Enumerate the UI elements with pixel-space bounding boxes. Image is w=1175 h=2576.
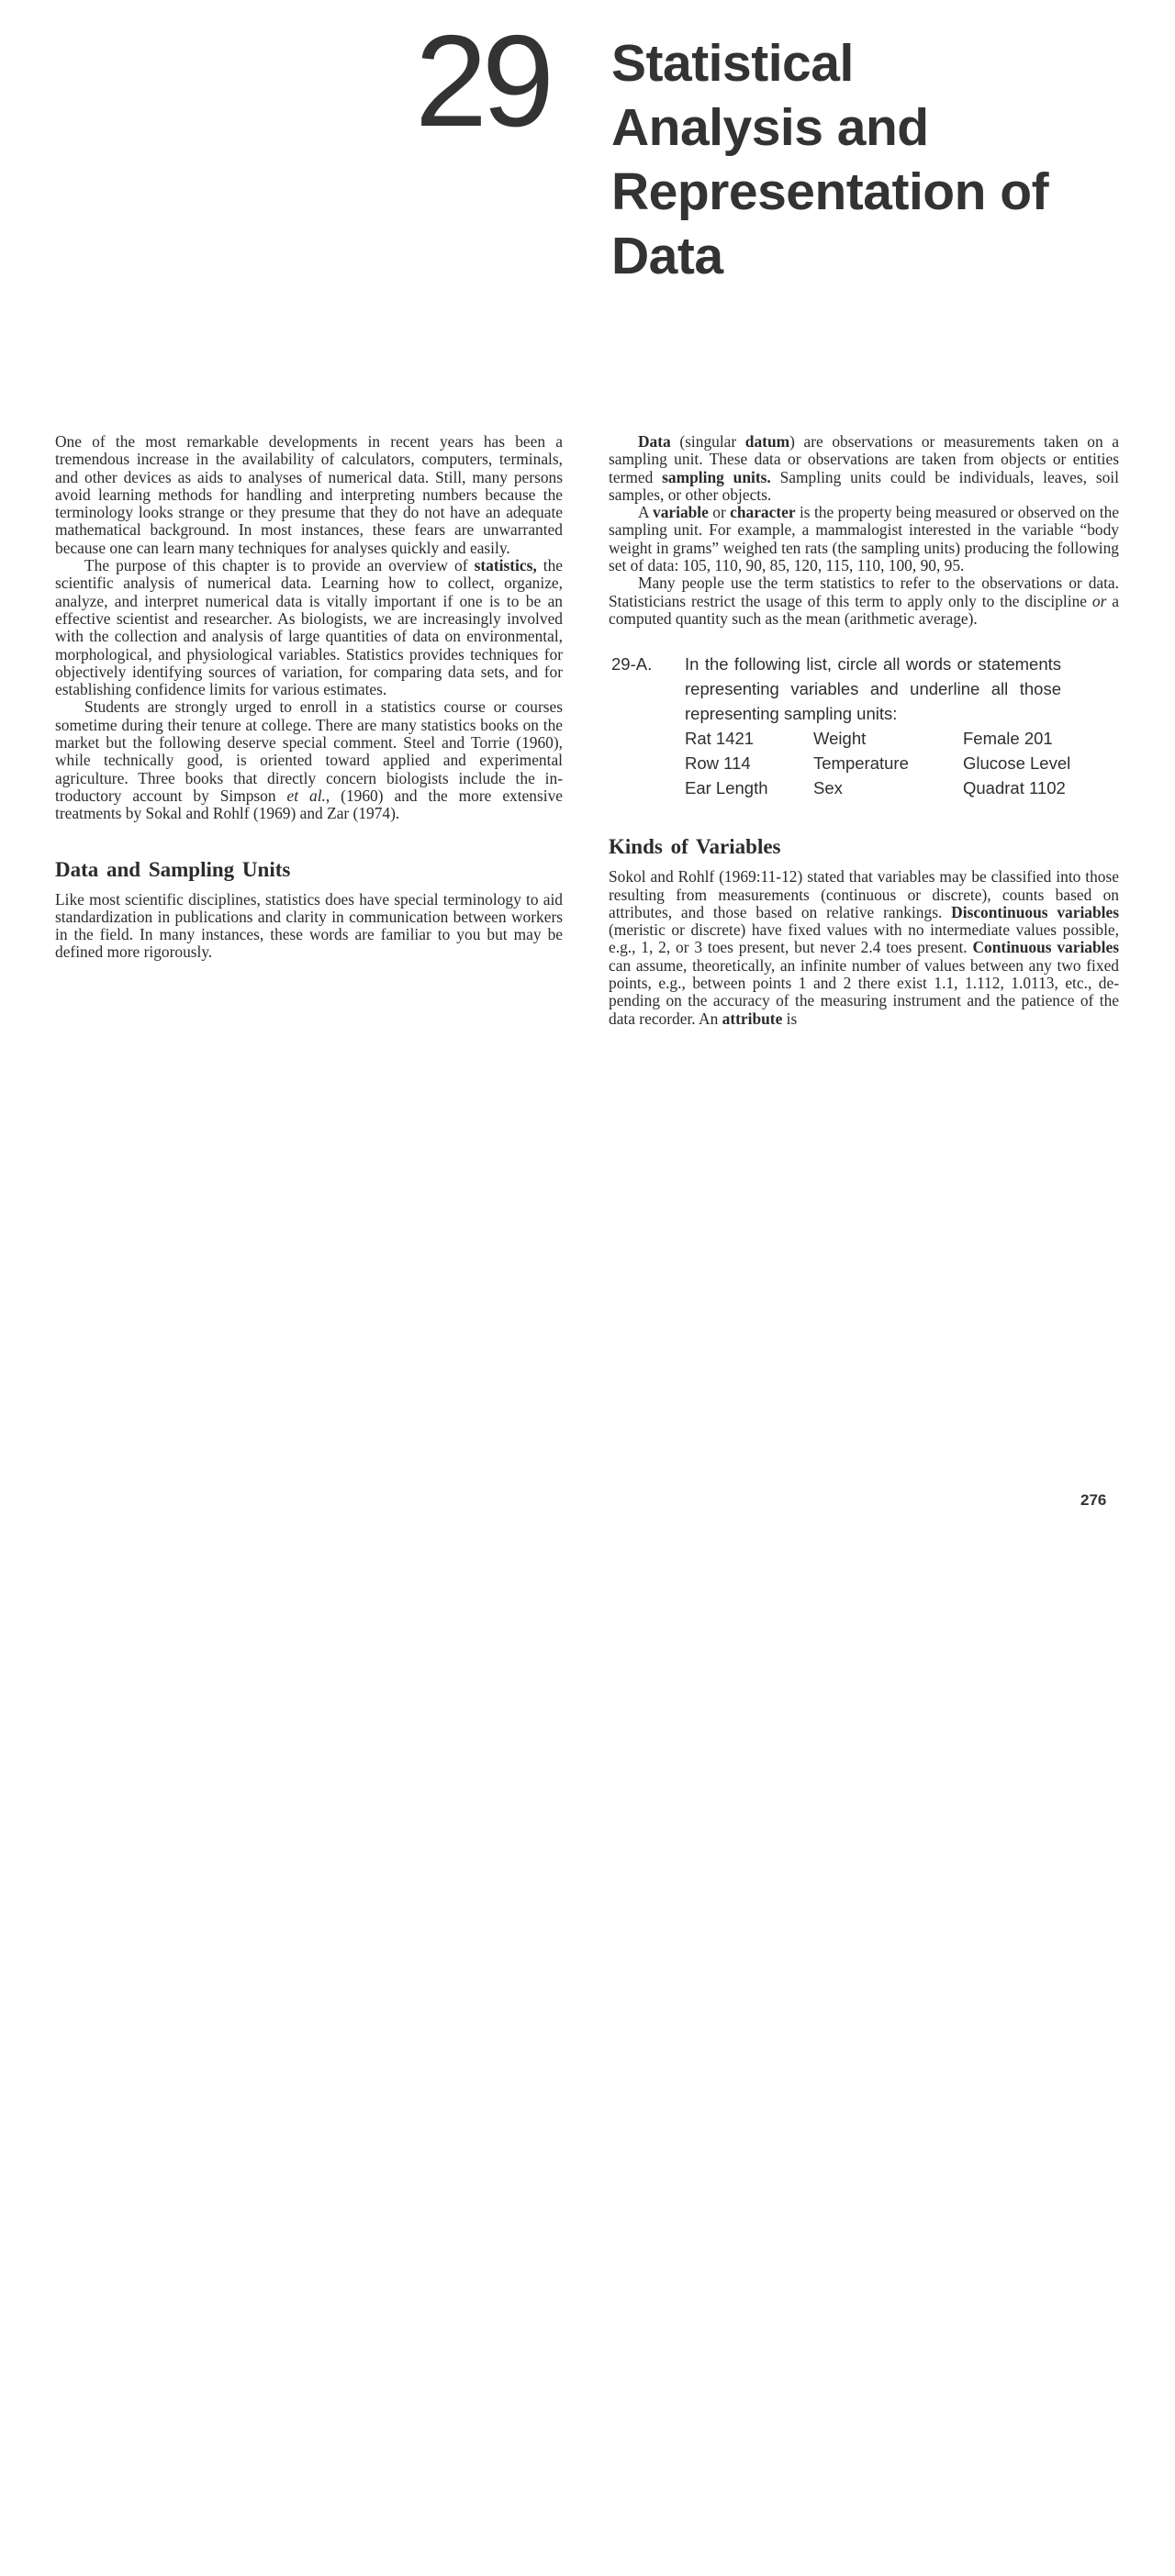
students-paragraph (55, 698, 563, 822)
term-character: character (730, 503, 796, 522)
text-run: (singular (670, 432, 745, 451)
text-run: the scientific analysis of numerical data. Learning how to collect, organize, analyze, and interpret numerical data is vitally important if one is to be an effective scientist and researcher. As biologists, we are increasingly involved with the collection and analysis of large quantities of data on environmental, morphological, and physiological variables. Statistics provides techniques for objectively identifying sources of variation, for comparing data sets, and for establishing confidence limits for various estimates. (55, 556, 564, 699)
term-datum: datum (744, 432, 790, 451)
exercise-item: Sex (813, 778, 843, 798)
text-run: Sokol and Rohlf (1969:11-12) stated that variables may be classified into those resulting from measurements (continuous or discrete), counts based on attributes, and those based on relative rankings. (609, 867, 1119, 921)
exercise-29a (609, 652, 1119, 800)
variable-definition-paragraph (609, 504, 1119, 574)
text-run: can assume, theoretically, an infinite number of values between any two fixed points, e.g., between points 1 and 2 there exist 1.1, 1.112, 1.0113, etc., depending on the accuracy of the measuring instrument and the patience of the data recorder. An (609, 955, 1119, 1028)
text-run: The purpose of this chapter is to provide an overview of (84, 556, 475, 575)
purpose-paragraph (55, 557, 563, 698)
exercise-item: Rat 1421 (685, 729, 755, 749)
exercise-item: Weight (813, 729, 867, 749)
term-sampling-units: sampling units. (662, 467, 771, 486)
section-heading-kinds-of-variables: Kinds of Variables (609, 835, 781, 859)
text-run: Students are strongly urged to enroll in a statistics course or courses sometime during their tenure at college. There are many statistics books on the market but the following deserve special comment. Steel and Torrie (1960), while technically good, is oriented toward applied and experimental agriculture. Three books that directly concern biologists include the introductory account by Simpson (55, 697, 563, 805)
term-data: Data (638, 432, 671, 451)
term-continuous-variables: Continuous variables (972, 938, 1119, 957)
text-run: Many people use the term statistics to refer to the observations or data. Statisticians restrict the usage of this term to apply only to the discipline (609, 574, 1119, 610)
exercise-prompt: In the following list, circle all words or statements representing variables and underline all those representing sampling units: (685, 654, 1061, 724)
left-column (55, 433, 563, 962)
page-number: 276 (1080, 1491, 1107, 1509)
term-attribute: attribute (722, 1009, 783, 1028)
chapter-title-line: Data (611, 227, 723, 285)
statistics-usage-paragraph (609, 574, 1119, 628)
exercise-item: Female 201 (963, 729, 1053, 749)
chapter-title-line: Statistical (611, 34, 854, 93)
citation-et-al: et al. (286, 786, 326, 805)
term-variable: variable (653, 503, 709, 522)
exercise-item: Temperature (813, 753, 909, 774)
right-column (609, 433, 1119, 1028)
exercise-label: 29-A. (611, 654, 653, 675)
exercise-item: Ear Length (685, 778, 768, 798)
exercise-item: Glucose Level (963, 753, 1071, 774)
text-run: A (638, 503, 653, 522)
intro-paragraph: One of the most remarkable developments in recent years has been a tremendous increase in the availability of calculators, computers, terminals, and other devices as aids to analyses of numerical data. Still, many persons avoid learning methods for handling and interpreting numbers because the terminology looks strange or they presume that they do not have an adequate mathematical background. In most instances, these fears are unwarranted because one can learn many techniques for analyses quickly and easily. (55, 432, 563, 557)
emphasis-or: or (1091, 591, 1107, 610)
data-definition-paragraph (609, 433, 1119, 504)
exercise-body (685, 652, 1071, 800)
chapter-title (611, 31, 1125, 288)
text-run: is (782, 1009, 798, 1028)
exercise-item: Quadrat 1102 (963, 778, 1066, 798)
term-statistics: statistics, (474, 556, 537, 575)
text-run: , (1960) and the more extensive treatments by Sokal and Rohlf (1969) and Zar (1974). (55, 786, 563, 823)
term-discontinuous-variables: Discontinuous variables (951, 902, 1119, 921)
text-run: ) are observations or measurements taken on a sampling unit. These data or observations are taken from objects or entities termed (609, 432, 1119, 486)
exercise-item-grid (685, 726, 1071, 800)
text-run: a computed quantity such as the mean (arithmetic average). (609, 591, 1119, 628)
kinds-of-variables-paragraph (609, 868, 1119, 1028)
chapter-title-line: Analysis and (611, 98, 929, 157)
text-run: is the property being measured or observed on the sampling unit. For example, a mammalogist interested in the variable “body weight in grams” weighed ten rats (the sampling units) producing the following set of data: 105, 110, 90, 85, 120, 115, 110, 100, 90, 95. (609, 503, 1119, 575)
text-run: Sampling units could be individuals, leaves, soil samples, or other objects. (609, 467, 1119, 504)
section-heading-data-sampling-units: Data and Sampling Units (55, 857, 291, 881)
data-sampling-units-paragraph: Like most scientific disciplines, statistics does have special terminology to aid standardization in publications and clarity in communication between workers in the field. In many instances, these words are familiar to you but may be defined more rigorously. (55, 889, 563, 962)
text-run: (meristic or discrete) have fixed values with no intermediate values possible, e.g., 1, 2, or 3 toes present, but never 2.4 toes present. (609, 920, 1119, 957)
chapter-number: 29 (415, 8, 549, 154)
text-run: or (708, 503, 731, 522)
exercise-item: Row 114 (685, 753, 751, 774)
chapter-title-line: Representation of (611, 162, 1049, 221)
